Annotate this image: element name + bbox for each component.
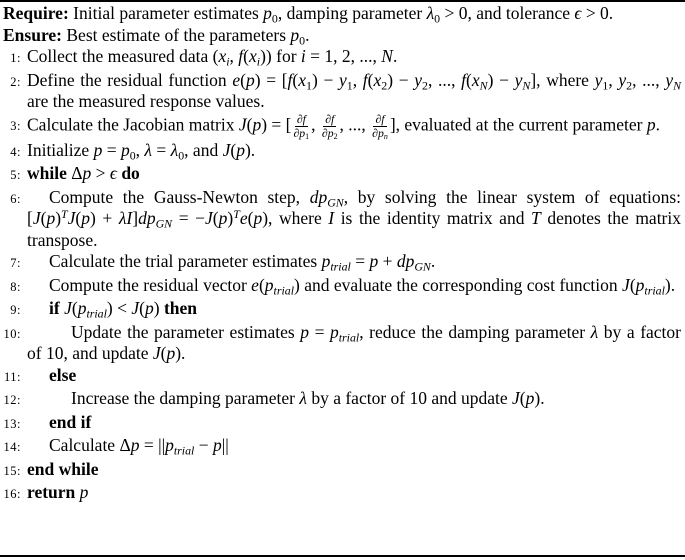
- math-run: N: [479, 77, 488, 92]
- math-run: y: [665, 69, 674, 90]
- keyword-label: Ensure:: [3, 24, 62, 45]
- math-run: ϵ: [574, 3, 582, 23]
- algorithm-line: [3, 388, 681, 412]
- math-run: 1: [602, 77, 609, 92]
- math-run: y: [514, 69, 523, 90]
- math-run: p: [81, 208, 90, 229]
- math-run: p: [525, 388, 535, 409]
- math-run: 2: [626, 77, 633, 92]
- math-run: dp: [309, 186, 328, 207]
- math-run: [673, 78, 681, 92]
- bold-keyword: if: [49, 298, 60, 319]
- math-run: p: [330, 321, 339, 342]
- math-run: 1: [305, 131, 310, 141]
- math-run: [61, 207, 68, 221]
- math-run: 0: [178, 148, 185, 163]
- math-run: e: [239, 208, 248, 229]
- algorithm-line: [3, 46, 681, 70]
- math-run: p: [165, 435, 174, 456]
- math-run: p: [252, 114, 262, 135]
- fraction-numerator: [295, 113, 308, 127]
- fraction-denominator: [293, 127, 311, 140]
- math-run: J: [131, 298, 140, 319]
- preamble-line: Ensure: Best estimate of the parameters $p_0$.: [3, 24, 310, 47]
- keyword-label: Require:: [3, 3, 69, 23]
- line-number: 12:: [3, 393, 21, 408]
- line-number: 2:: [10, 74, 21, 89]
- bottom-rule: [0, 555, 685, 557]
- math-run: [339, 330, 359, 344]
- math-run: [414, 260, 431, 274]
- math-run: T: [531, 208, 541, 229]
- math-run: p: [218, 208, 228, 229]
- math-run: J: [32, 208, 41, 229]
- math-run: T: [233, 207, 240, 222]
- math-run: i: [300, 46, 306, 66]
- math-run: N: [381, 46, 393, 66]
- math-run: J: [152, 343, 161, 364]
- line-number: 3:: [10, 119, 21, 134]
- math-run: p: [263, 3, 272, 23]
- line-content: Initialize $p = p_0$, $\lambda = \lambda_0$, and J(p).: [27, 139, 256, 163]
- math-run: 1: [306, 77, 312, 92]
- math-run: p: [369, 251, 379, 272]
- math-run: 2: [422, 77, 428, 92]
- bold-keyword: end while: [27, 458, 99, 479]
- bold-keyword: do: [121, 163, 140, 184]
- math-run: J: [238, 114, 247, 135]
- math-run: ϵ: [109, 163, 117, 184]
- algorithm-line: [3, 322, 681, 365]
- line-content: Define the residual function $e(p) = [f(x_1) - y_1$, $f(x_2) - y_2$, ..., $f(x_N) - y_N$], where $y_1$, $y_2$, ..., $y_N$ are the measured response values.: [27, 69, 682, 111]
- math-run: J: [205, 208, 213, 229]
- algorithm-line: [3, 163, 681, 187]
- line-content: Calculate the Jacobian matrix J(p) = [ $\frac{\partial f}{\partial p_1}$ , $\frac{\partial f}{\partial p_2}$ , ..., $\frac{\partial f}{\partial p_n}$ ], evaluated at the current parameter p.: [27, 112, 660, 141]
- math-run: J: [64, 298, 72, 319]
- fraction: [293, 113, 311, 140]
- math-run: y: [339, 69, 347, 90]
- line-number: 13:: [3, 416, 21, 431]
- math-run: [274, 283, 294, 297]
- line-content: Update the parameter estimates $p = p_{trial}$, reduce the damping parameter λ by a factor of 10, and update J(p).: [27, 321, 681, 364]
- math-run: p: [144, 298, 154, 319]
- math-run: n: [383, 131, 388, 141]
- math-run: ∂p: [293, 126, 306, 140]
- math-run: ∂f: [325, 112, 335, 126]
- math-run: p: [253, 208, 263, 229]
- math-run: trial: [338, 330, 360, 345]
- math-run: trial: [644, 283, 665, 298]
- math-run: p: [46, 208, 56, 229]
- algorithm-line: [3, 365, 681, 389]
- math-run: [327, 195, 344, 209]
- math-run: x: [218, 46, 227, 66]
- line-number: 7:: [10, 256, 21, 271]
- math-run: y: [618, 69, 627, 90]
- algorithm-line: [3, 187, 681, 252]
- math-run: GN: [414, 259, 431, 274]
- algorithm-line: [3, 113, 681, 140]
- math-run: e: [251, 274, 259, 295]
- line-content: if $J(p_{trial}) < J(p)$ then: [49, 298, 197, 321]
- algorithm-line: [3, 70, 681, 113]
- math-run: f: [461, 69, 467, 90]
- preamble-line: Require: Initial parameter estimates $p_0$, damping parameter $\lambda_0 > 0$, and tolerance ϵ > 0.: [3, 3, 614, 26]
- line-content: [27, 412, 681, 434]
- math-run: λ: [426, 3, 435, 23]
- line-number: 15:: [3, 463, 21, 478]
- math-run: y: [414, 69, 423, 90]
- math-run: p: [245, 69, 255, 90]
- math-run: 0: [434, 11, 441, 26]
- math-run: f: [238, 46, 244, 66]
- math-run: 1: [346, 77, 353, 92]
- math-run: λ: [299, 388, 307, 409]
- math-run: dp: [396, 251, 415, 272]
- algorithm-line: [3, 459, 681, 483]
- math-run: p: [300, 321, 309, 342]
- math-run: p: [321, 251, 331, 272]
- math-run: GN: [155, 216, 173, 231]
- math-run: GN: [327, 195, 344, 210]
- math-run: e: [232, 69, 241, 90]
- bold-keyword: then: [163, 298, 197, 319]
- math-run: x: [471, 69, 480, 90]
- line-content: Increase the damping parameter λ by a factor of 10 and update J(p).: [71, 388, 545, 409]
- math-run: p: [82, 163, 92, 184]
- math-run: T: [61, 207, 68, 222]
- math-run: trial: [173, 443, 195, 458]
- fraction: [321, 113, 339, 140]
- line-number: 4:: [10, 144, 21, 159]
- line-content: [27, 459, 681, 481]
- math-run: 2: [333, 131, 338, 141]
- math-run: J: [512, 388, 520, 409]
- math-run: i: [226, 54, 230, 69]
- math-run: λ: [144, 139, 152, 160]
- math-run: J: [67, 208, 76, 229]
- math-run: [156, 217, 173, 231]
- math-run: p: [130, 435, 140, 456]
- math-run: λ: [170, 139, 179, 160]
- math-run: [522, 78, 530, 92]
- line-content: [27, 365, 681, 387]
- bold-keyword: end if: [49, 411, 92, 432]
- math-run: [226, 54, 229, 68]
- math-run: [480, 78, 488, 92]
- algorithm-line: [3, 412, 681, 436]
- math-run: p: [635, 274, 645, 295]
- math-run: p: [166, 343, 176, 364]
- line-number: 9:: [10, 303, 21, 318]
- math-run: ∂p: [321, 126, 334, 140]
- math-run: 0: [129, 148, 136, 163]
- fraction-denominator: [321, 127, 339, 140]
- math-run: p: [264, 274, 274, 295]
- math-run: p: [212, 435, 222, 456]
- math-run: trial: [330, 259, 351, 274]
- algorithm-body: [0, 2, 685, 506]
- line-number: 14:: [3, 440, 21, 455]
- line-content: [27, 482, 681, 504]
- math-run: I: [328, 208, 335, 229]
- math-run: 0: [271, 11, 278, 26]
- math-run: p: [120, 139, 130, 160]
- algorithm-line: [3, 482, 681, 506]
- line-content: Calculate $\Delta p = ||p_{trial} - p||$: [49, 435, 229, 458]
- algorithm-line: [3, 275, 681, 299]
- algorithm-line: [3, 140, 681, 164]
- math-run: ∂f: [375, 112, 385, 126]
- math-run: J: [222, 139, 231, 160]
- bold-keyword: else: [49, 364, 77, 385]
- math-run: x: [249, 46, 257, 66]
- math-run: λ: [590, 321, 599, 342]
- fraction-numerator: [373, 113, 386, 127]
- math-run: p: [646, 114, 656, 135]
- line-content: Collect the measured data ($x_i$, $f(x_i)$) for i = 1, 2, ..., N.: [27, 46, 398, 69]
- math-run: p: [77, 298, 87, 319]
- math-run: dp: [138, 208, 156, 229]
- math-run: J: [622, 274, 630, 295]
- line-content: Calculate the trial parameter estimates $p_{trial} = p + dp_{GN}$.: [49, 251, 436, 274]
- math-run: x: [373, 69, 382, 90]
- math-run: [86, 307, 106, 321]
- math-run: [257, 54, 260, 68]
- math-run: N: [673, 77, 682, 92]
- math-run: 2: [381, 77, 388, 92]
- math-run: λI: [118, 208, 133, 229]
- algorithm-line: [3, 435, 681, 459]
- line-number: 6:: [10, 191, 21, 206]
- bold-keyword: return: [27, 482, 76, 503]
- line-number: 1:: [10, 51, 21, 65]
- algorithm-line: [3, 298, 681, 322]
- math-run: f: [287, 69, 293, 90]
- math-run: [644, 283, 664, 297]
- math-run: [174, 444, 194, 458]
- fraction: [371, 113, 389, 140]
- math-run: f: [362, 69, 368, 90]
- line-number: 5:: [10, 168, 21, 183]
- math-run: i: [256, 54, 261, 69]
- fraction-numerator: [323, 113, 336, 127]
- line-number: 16:: [3, 487, 21, 502]
- line-content: Compute the residual vector $e(p_{trial})$ and evaluate the corresponding cost function $J(p_{trial})$.: [49, 274, 676, 298]
- math-run: x: [298, 69, 307, 90]
- math-run: p: [290, 24, 300, 45]
- line-number: 10:: [3, 326, 21, 341]
- math-run: [330, 260, 350, 274]
- math-run: 0: [299, 32, 306, 47]
- fraction-denominator: [371, 127, 389, 140]
- math-run: p: [236, 139, 245, 160]
- bold-keyword: while: [27, 163, 67, 184]
- line-content: while Δp > ϵ do: [27, 163, 140, 184]
- math-run: trial: [273, 283, 295, 298]
- math-run: ∂f: [296, 112, 306, 126]
- math-run: trial: [86, 306, 107, 321]
- math-run: p: [93, 139, 103, 160]
- line-content: Compute the Gauss-Newton step, $dp_{GN}$, by solving the linear system of equations: $[J(p)^TJ(p) + \lambda I]dp_{GN} = -J(p)^Te(p)$, where I is the identity matrix and T denotes the matrix transpose.: [27, 186, 681, 250]
- math-run: [233, 207, 240, 221]
- math-run: ∂p: [372, 126, 384, 140]
- math-run: y: [594, 69, 603, 90]
- math-run: N: [522, 77, 531, 92]
- line-number: 8:: [10, 279, 21, 294]
- math-run: p: [79, 482, 89, 503]
- algorithm-line: [3, 251, 681, 275]
- line-number: 11:: [3, 369, 21, 384]
